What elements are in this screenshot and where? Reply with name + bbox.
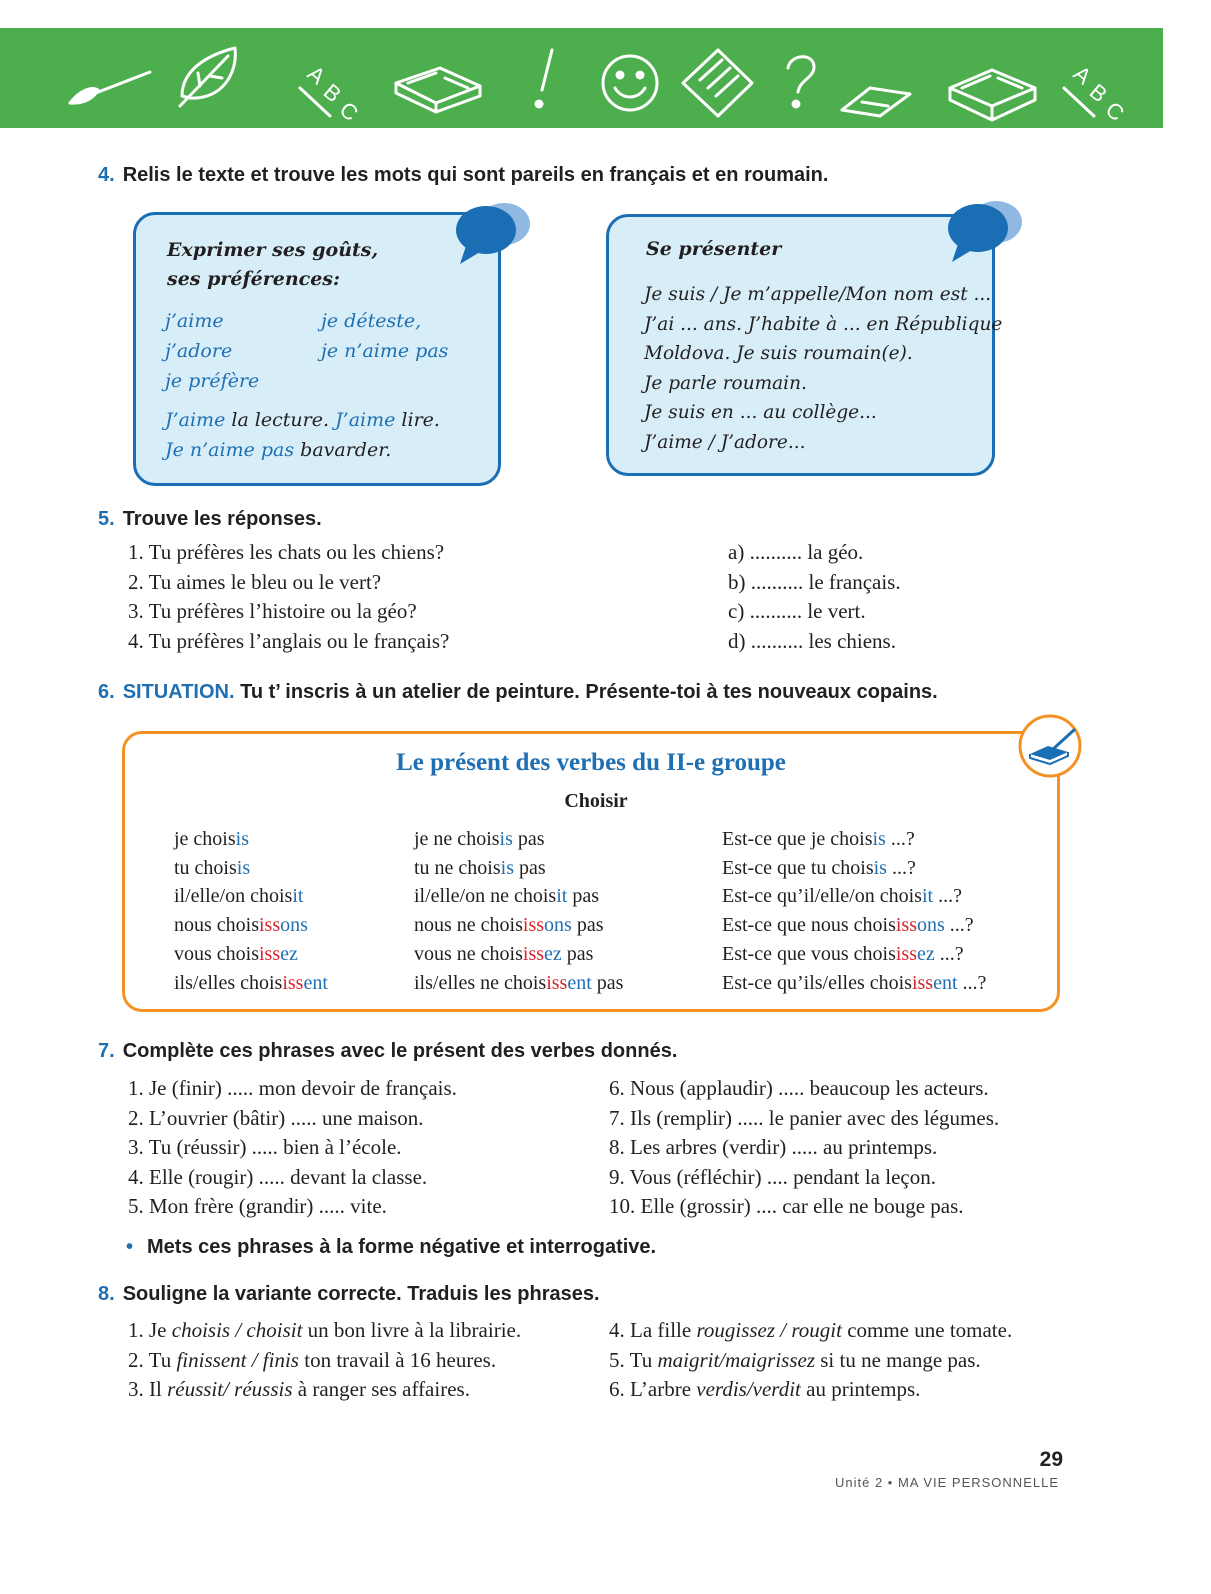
list-item: 1. Tu préfères les chats ou les chiens? [128, 540, 445, 564]
list-item: 4. La fille rougissez / rougit comme une tomate. [609, 1318, 1013, 1342]
exercise-8-right [609, 1316, 1012, 1405]
grammar-subtitle: Choisir [564, 790, 628, 812]
conjugation-row: je choisis [174, 828, 249, 850]
list-item: 2. Tu finissent / finis ton travail à 16 heures. [128, 1347, 497, 1372]
list-item: 3. Tu préfères l’histoire ou la géo? [128, 599, 417, 623]
list-item: b) .......... le français. [728, 569, 901, 594]
question-icon [788, 57, 814, 107]
introduce-title: Se présenter [646, 238, 782, 260]
leaf-icon [180, 48, 235, 106]
tastes-title: Exprimer ses goûts, ses préférences: [167, 239, 379, 290]
list-item: 2. L’ouvrier (bâtir) ..... une maison. [128, 1105, 424, 1130]
list-item: 3. Il réussit/ réussis à ranger ses affaires. [128, 1377, 470, 1401]
conjugation-row: ils/elles choisissent [174, 971, 328, 994]
exercise-7-bullet: • Mets ces phrases à la forme négative et interrogative. [126, 1236, 657, 1258]
svg-text:C: C [334, 96, 364, 127]
list-item: 10. Elle (grossir) .... car elle ne bouge pas. [609, 1194, 964, 1218]
conjugation-row: ils/elles ne choisissent pas [414, 971, 624, 994]
list-item: 5. Tu maigrit/maigrissez si tu ne mange pas. [609, 1347, 981, 1372]
conjugation-row: Est-ce que vous choisissez ...? [722, 942, 964, 965]
exercise-5-heading: 5. Trouve les réponses. [98, 508, 322, 530]
tastes-right-list: je déteste, je n’aime pas [321, 310, 449, 362]
tastes-left-list: j’aime j’adore je préfère [165, 310, 260, 392]
conjugation-row: nous choisissons [174, 914, 308, 937]
exercise-7-right [609, 1074, 999, 1222]
conjugation-row: tu choisis [174, 856, 251, 879]
svg-text:B: B [318, 78, 347, 108]
notebook-icon [683, 50, 752, 116]
smiley-icon [603, 56, 657, 110]
list-item: 8. Les arbres (verdir) ..... au printemps. [609, 1135, 938, 1159]
list-item: 1. Je choisis / choisit un bon livre à la librairie. [128, 1318, 522, 1342]
conjugation-row: Est-ce qu’ils/elles choisissent ...? [722, 971, 987, 994]
exclamation-icon [536, 50, 552, 107]
conjugation-row: vous choisissez [174, 942, 298, 965]
list-item: 9. Vous (réfléchir) .... pendant la leçon. [609, 1164, 936, 1189]
exercise-7-left [128, 1074, 457, 1222]
exercise-8-heading: 8. Souligne la variante correcte. Traduis les phrases. [98, 1283, 600, 1305]
exercise-5-answers [728, 538, 901, 656]
conjugation-row: il/elle/on choisit [174, 885, 304, 908]
speech-bubble-icon [940, 196, 1030, 266]
conjugation-row: nous ne choisissons pas [414, 914, 604, 937]
header-banner [0, 28, 1163, 128]
svg-text:C: C [1100, 96, 1130, 127]
page-number: 29 [1039, 1448, 1063, 1471]
exercise-8-left [128, 1316, 521, 1405]
exercise-instruction: Relis le texte et trouve les mots qui sont pareils en français et en roumain. [122, 164, 829, 186]
conjugation-row: Est-ce que je choisis ...? [722, 828, 915, 850]
introduce-lines: Je suis / Je m’appelle/Mon nom est ... J’ai ... ans. J’habite à ... en République Moldova. Je suis roumain(e). Je parle roumain. Je suis en ... au collège... J’aime / J’adore... [644, 284, 1003, 453]
list-item: 7. Ils (remplir) ..... le panier avec des légumes. [609, 1105, 1000, 1130]
exercise-5-questions [128, 538, 449, 656]
conjugation-row: vous ne choisissez pas [414, 942, 594, 965]
list-item: 3. Tu (réussir) ..... bien à l’école. [128, 1135, 402, 1159]
list-item: 2. Tu aimes le bleu ou le vert? [128, 569, 382, 594]
exercise-6-heading: 6. SITUATION. Tu t’ inscris à un atelier de peinture. Présente-toi à tes nouveaux copains. [98, 681, 938, 703]
bullet-icon: • [126, 1236, 134, 1258]
exercise-7-heading: 7. Complète ces phrases avec le présent des verbes donnés. [98, 1040, 678, 1062]
list-item: 4. Tu préfères l’anglais ou le français? [128, 628, 450, 653]
abc-icon [1064, 61, 1129, 126]
conjugation-row: Est-ce qu’il/elle/on choisit ...? [722, 885, 962, 908]
list-item: 6. Nous (applaudir) ..... beaucoup les acteurs. [609, 1076, 989, 1100]
list-item: c) .......... le vert. [728, 599, 866, 623]
grammar-title: Le présent des verbes du II-e groupe [396, 749, 786, 776]
conjugation-affirmative [174, 825, 328, 997]
list-item: 6. L’arbre verdis/verdit au printemps. [609, 1377, 921, 1401]
list-item: 1. Je (finir) ..... mon devoir de français. [128, 1076, 457, 1100]
list-item: a) .......... la géo. [728, 540, 864, 564]
abc-icon [300, 61, 363, 126]
conjugation-row: je ne choisis pas [414, 828, 545, 850]
exercise-4-heading [98, 164, 828, 187]
brush-icon [70, 72, 150, 103]
conjugation-row: Est-ce que tu choisis ...? [722, 856, 916, 879]
eraser-icon [842, 88, 910, 116]
list-item: d) .......... les chiens. [728, 628, 896, 653]
svg-text:A: A [1068, 60, 1097, 90]
conjugation-interrogative [722, 825, 986, 997]
open-book-icon [396, 68, 480, 112]
conjugation-negative [414, 825, 623, 997]
speech-bubble-icon [448, 198, 538, 268]
exercise-number: 4. [98, 164, 115, 186]
unit-label: Unité 2 • MA VIE PERSONNELLE [834, 1475, 1059, 1490]
tastes-examples: J’aime la lecture. J’aime lire. Je n’aime pas bavarder. [165, 409, 440, 461]
list-item: 4. Elle (rougir) ..... devant la classe. [128, 1164, 428, 1189]
open-book-icon [950, 70, 1035, 120]
conjugation-row: il/elle/on ne choisit pas [414, 885, 599, 908]
conjugation-row: Est-ce que nous choisissons ...? [722, 914, 974, 937]
conjugation-row: tu ne choisis pas [414, 856, 546, 879]
list-item: 5. Mon frère (grandir) ..... vite. [128, 1194, 387, 1218]
svg-text:A: A [302, 60, 331, 90]
svg-text:B: B [1084, 78, 1113, 108]
